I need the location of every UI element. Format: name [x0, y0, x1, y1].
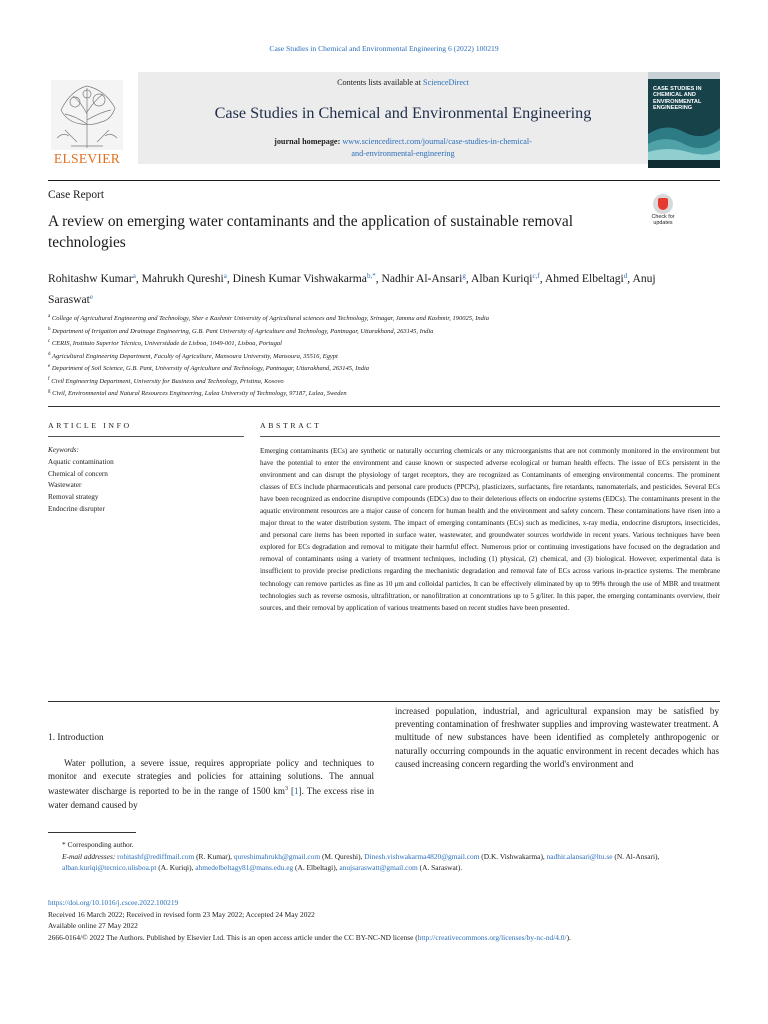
- journal-info-band: [138, 72, 668, 164]
- keyword-item: Wastewater: [48, 481, 82, 490]
- cover-title: CASE STUDIES IN CHEMICAL AND ENVIRONMENTAL ENGINEERING: [653, 86, 702, 112]
- affiliation-text: College of Agricultural Engineering and Technology, Sher e Kashmir University of Agricultural sciences and Technology, Srinagar, Jammu and Kashmir, 190025, India: [51, 315, 489, 322]
- journal-title: Case Studies in Chemical and Environmental Engineering: [214, 104, 592, 122]
- affiliation-item: [48, 387, 728, 400]
- email-owner: (D.K. Vishwakarma),: [479, 851, 547, 861]
- contents-prefix: Contents lists available at: [337, 78, 421, 87]
- affiliation-key: e: [48, 364, 51, 369]
- doi-link[interactable]: https://doi.org/10.1016/j.cscee.2022.100219: [48, 898, 179, 907]
- author-separator: ,: [539, 272, 545, 285]
- author-name[interactable]: Dinesh Kumar Vishwakarma: [232, 272, 367, 285]
- article-title: A review on emerging water contaminants and the application of sustainable removal technologies: [48, 213, 573, 251]
- author-name[interactable]: Rohitashw Kumar: [48, 272, 133, 285]
- affiliation-text: Department of Soil Science, G.B. Pant, University of Agriculture and Technology, Pantnagar, Uttarakhand, 263145, India: [51, 365, 370, 372]
- affiliation-key: g: [48, 389, 51, 394]
- cover-bottom-strip: [648, 160, 720, 168]
- abstract-text: Emerging contaminants (ECs) are synthetic or naturally occurring chemicals or any microorganisms that are not commonly monitored in the environment but have the potential to enter the environment and cause known or suspected adverse ecological or human health effects. The issue of ECs persistent in the environment and can disrupt the physiology of target receptors, they are recognized as Contaminants of emerging environmental concerns. The prominent classes of ECs include pharmaceuticals and personal care products (PPCPs), plasticizers, surfactants, fire retardants, nanomaterials, and pesticides. Several ECs have been recognized as endocrine disruptive compounds (EDCs) due to their deleterious effects on endocrine systems (EDCs). The contaminants present in the aquatic environment resources are a major cause of concern for human health and the environment and safety concern. These contaminations have risen into a major threat to the water distribution system. The impact of emerging contaminants (ECs) such as medicines, x-ray media, endocrine disruptors, insecticides, and personal care items has been reported in surface water, wastewater, and groundwater sources worldwide in recent years. Various techniques have been explored for ECs degradation and removal to mitigate their harmful effect. Numerous prior or continuing investigations have focused on the degradation and removal of contaminants using a variety of treatment techniques, including (1) physical, (2) chemical, and (3) biological. However, experimental data is insufficient to provide precise predictions regarding the mechanistic degradation and removal fate of ECs across various in-practice systems. The membrane technology can remove particles as fine as 10 μm and colloidal particles, It can be effectively eliminated by up to 99% through the use of MBR and treatment technologies such as reverse osmosis, ultrafiltration, or nanofiltration at concentrations up to 5 g/liter. In this paper, the emerging contaminants overview, their sources, and their removal by application of various treatments based on recent studies have been presented.: [260, 447, 720, 612]
- email-link[interactable]: rohitashf@rediffmail.com: [117, 851, 195, 861]
- affiliation-text: Civil Engineering Department, University for Business and Technology, Pristina, Kosovo: [51, 377, 284, 385]
- keywords-block: [48, 445, 244, 516]
- affiliation-text: CERIS, Instituto Superior Técnico, Universidade de Lisboa, 1049-001, Lisboa, Portugal: [51, 340, 282, 347]
- affiliation-item: [48, 312, 728, 325]
- author-affiliation-marker[interactable]: b,*: [366, 272, 376, 280]
- author-affiliation-marker[interactable]: g: [462, 272, 466, 280]
- author-separator: ,: [135, 272, 142, 285]
- email-link[interactable]: alban.kuriqi@tecnico.ulisboa.pt: [62, 863, 157, 873]
- masthead-divider: [48, 180, 720, 181]
- affiliation-item: [48, 337, 728, 350]
- available-online: Available online 27 May 2022: [48, 921, 138, 931]
- affiliation-item: [48, 325, 728, 338]
- cover-top-strip: [648, 72, 720, 79]
- corresponding-author-note: * Corresponding author.: [62, 840, 134, 849]
- keyword-item: Endocrine disrupter: [48, 504, 105, 513]
- footnote-rule: [48, 832, 136, 833]
- email-label: E-mail addresses:: [62, 851, 116, 861]
- email-link[interactable]: anujsaraswatt@gmail.com: [339, 863, 418, 873]
- contents-line: [138, 78, 668, 87]
- homepage-url-line2[interactable]: and-environmental-engineering: [351, 149, 455, 158]
- article-info-heading: ARTICLE INFO: [48, 421, 132, 430]
- homepage-label: journal homepage:: [274, 137, 341, 146]
- license-link[interactable]: http://creativecommons.org/licenses/by-nc-nd/4.0/: [417, 932, 567, 942]
- author-affiliation-marker[interactable]: e: [89, 293, 93, 301]
- article-type: Case Report: [48, 189, 104, 201]
- email-link[interactable]: nadhir.alansari@ltu.se: [546, 851, 613, 861]
- keyword-item: Aquatic contamination: [48, 457, 114, 466]
- author-name[interactable]: Mahrukh Qureshi: [141, 272, 224, 285]
- abstract-rule: [260, 436, 720, 437]
- affiliation-item: [48, 362, 728, 375]
- crossmark-icon: [653, 194, 673, 214]
- author-separator: ,: [226, 272, 233, 285]
- keyword-item: Chemical of concern: [48, 469, 108, 478]
- affiliation-key: f: [48, 376, 50, 382]
- email-owner-last: (A. Saraswat).: [419, 863, 463, 873]
- email-owner: (A. Kuriqi),: [156, 863, 196, 873]
- email-owner: (N. Al-Ansari),: [612, 851, 660, 861]
- body-column-left: [48, 757, 374, 812]
- body-column-right: increased population, industrial, and agricultural expansion may be satisfied by preventing contamination of freshwater supplies and improving wastewater treatment. A multitude of new substances have been identified as completely anthropogenic or naturally occurring compounds in the aquatic environment in recent decades which has caused increasing concern regarding the world's environment and: [395, 706, 719, 769]
- homepage-url-line1[interactable]: www.sciencedirect.com/journal/case-studies-in-chemical-: [342, 137, 532, 146]
- affiliation-text: Civil, Environmental and Natural Resources Engineering, Lulea University of Technology, 97187, Lulea, Sweden: [52, 390, 347, 397]
- author-name[interactable]: Alban Kuriqi: [471, 272, 533, 285]
- author-separator: ,: [375, 272, 382, 285]
- check-for-updates-button[interactable]: [645, 194, 681, 230]
- author-separator: ,: [465, 272, 471, 285]
- author-name[interactable]: Nadhir Al-Ansari: [381, 272, 463, 285]
- reference-link-1[interactable]: 1: [294, 786, 299, 797]
- copyright-text: 2666-0164/© 2022 The Authors. Published by Elsevier Ltd. This is an open access article under the CC BY-NC-ND license (: [48, 932, 418, 942]
- section-divider-bottom: [48, 701, 720, 702]
- cover-wave-graphic: [648, 114, 720, 160]
- col1-text-b: [: [287, 786, 295, 797]
- received-dates: Received 16 March 2022; Received in revised form 23 May 2022; Accepted 24 May 2022: [48, 909, 315, 919]
- keywords-list: [48, 457, 244, 516]
- author-separator: ,: [627, 272, 633, 285]
- affiliation-item: [48, 350, 728, 363]
- author-affiliation-marker[interactable]: a: [223, 272, 227, 280]
- affiliation-key: d: [48, 351, 51, 357]
- author-name[interactable]: Ahmed Elbeltagi: [544, 272, 624, 285]
- abstract-heading: ABSTRACT: [260, 421, 322, 430]
- sciencedirect-link[interactable]: ScienceDirect: [423, 78, 469, 87]
- email-owner: (A. Elbeltagi),: [293, 863, 340, 873]
- copyright-end: ).: [566, 932, 571, 942]
- col1-text-c: ]. The excess rise in water demand caused by: [48, 786, 374, 810]
- journal-homepage: [138, 136, 668, 160]
- copyright-line: [48, 932, 728, 944]
- author-affiliation-marker[interactable]: a: [132, 272, 136, 280]
- affiliation-text: Agricultural Engineering Department, Faculty of Agriculture, Mansoura University, Mansoura, 35516, Egypt: [52, 352, 338, 360]
- affiliation-key: c: [48, 339, 51, 344]
- journal-cover-thumbnail[interactable]: [648, 72, 720, 168]
- email-link[interactable]: Dinesh.vishwakarma4820@gmail.com: [364, 851, 480, 861]
- elsevier-logo[interactable]: [48, 72, 126, 168]
- elsevier-tree-icon: [51, 80, 123, 150]
- journal-masthead: [48, 72, 720, 168]
- keywords-label: Keywords:: [48, 446, 79, 454]
- affiliation-key: a: [48, 314, 51, 319]
- col1-superscript: 3: [284, 786, 288, 793]
- email-addresses: [48, 851, 720, 874]
- email-link[interactable]: qureshimahrukh@gmail.com: [233, 851, 321, 861]
- journal-citation-link[interactable]: Case Studies in Chemical and Environmental Engineering 6 (2022) 100219: [269, 44, 499, 53]
- article-metadata: [48, 897, 728, 943]
- affiliation-list: [48, 312, 728, 400]
- article-info-rule: [48, 436, 244, 437]
- footnotes: [48, 839, 720, 874]
- elsevier-wordmark: ELSEVIER: [53, 151, 121, 166]
- email-owner: (R. Kumar),: [194, 851, 234, 861]
- affiliation-key: b: [48, 326, 51, 332]
- email-owner: (M. Qureshi),: [320, 851, 365, 861]
- author-affiliation-marker[interactable]: d: [623, 272, 628, 280]
- col1-text-a: Water pollution, a severe issue, requires appropriate policy and techniques to monitor and execute strategies and policies for attaining solutions. The annual wastewater discharge is reported to be in the range of 1500 km: [48, 758, 374, 797]
- email-link[interactable]: ahmedelbeltagy81@mans.edu.eg: [195, 863, 294, 873]
- section-divider-top: [48, 406, 720, 407]
- keyword-item: Removal strategy: [48, 493, 99, 502]
- author-list: [48, 267, 688, 309]
- affiliation-text: Department of Irrigation and Drainage Engineering, G.B. Pant University of Agriculture and Technology, Pantnagar, Uttarakhand, 263145, India: [52, 327, 434, 335]
- introduction-heading: 1. Introduction: [48, 733, 104, 743]
- author-affiliation-marker[interactable]: c,f: [532, 272, 540, 280]
- crossmark-label: Check for updates: [651, 214, 675, 226]
- affiliation-item: [48, 375, 728, 388]
- author-name[interactable]: Anuj Saraswat: [48, 272, 656, 306]
